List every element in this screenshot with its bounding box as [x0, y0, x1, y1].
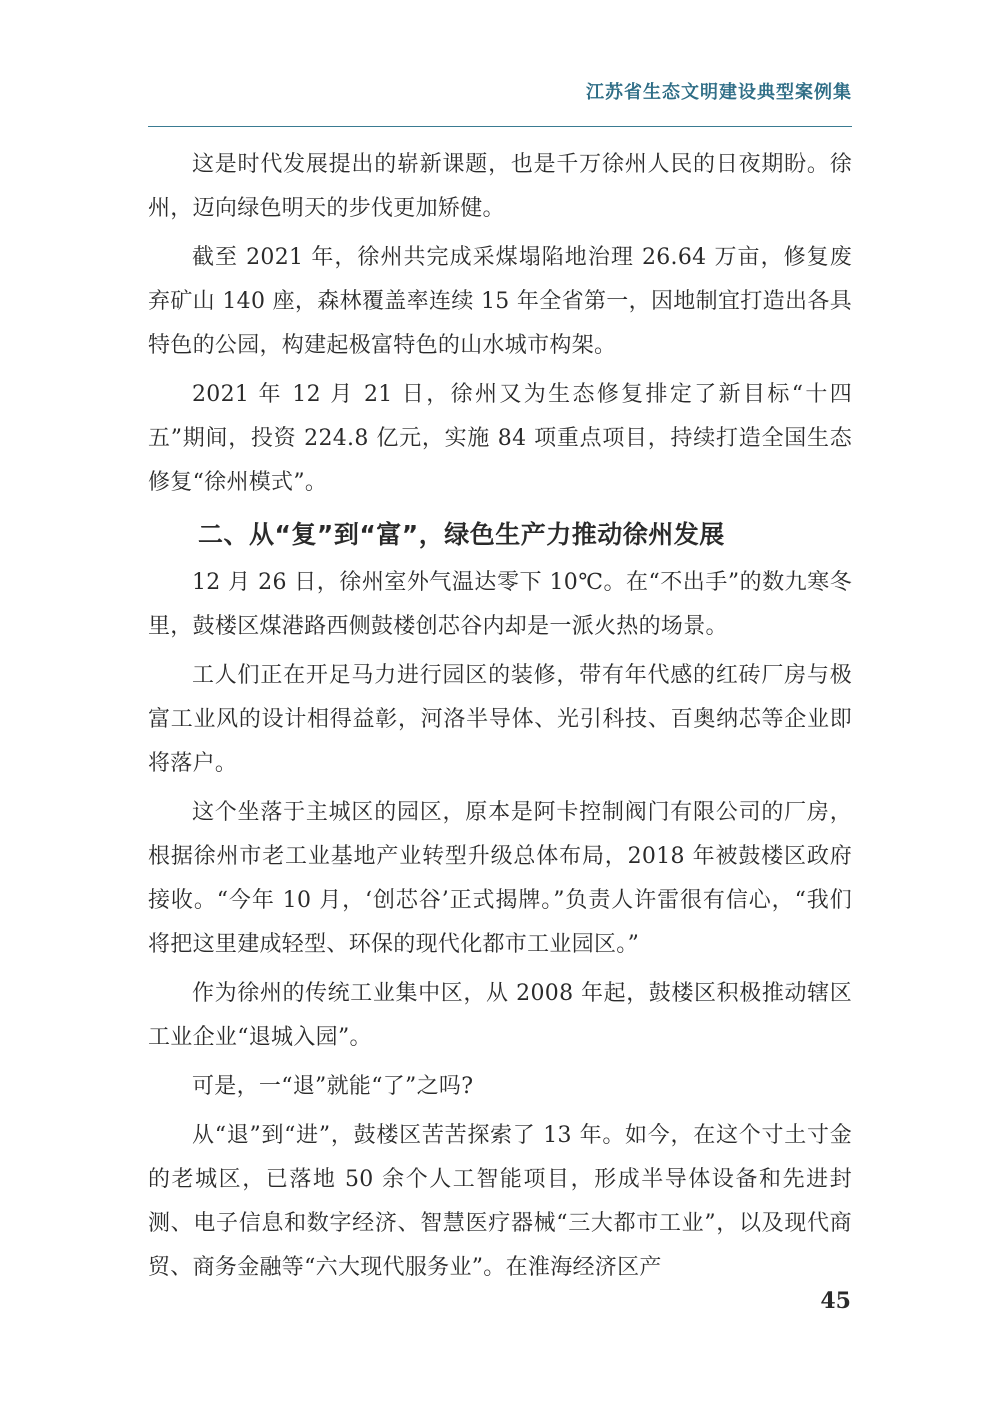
paragraph-8: 可是，一“退”就能“了”之吗?: [192, 1074, 474, 1099]
header-divider: [148, 126, 852, 127]
paragraph-5: 工人们正在开足马力进行园区的装修，带有年代感的红砖厂房与极富工业风的设计相得益彰，河洛半导体、光引科技、百奥纳芯等企业即将落户。: [148, 663, 852, 776]
page-number: 45: [820, 1288, 851, 1314]
section-heading: 二、从“复”到“富”，绿色生产力推动徐州发展: [198, 520, 725, 549]
paragraph-1: 这是时代发展提出的崭新课题，也是千万徐州人民的日夜期盼。徐州，迈向绿色明天的步伐更加矫健。: [148, 152, 852, 221]
paragraph-4: 12 月 26 日，徐州室外气温达零下 10℃。在“不出手”的数九寒冬里，鼓楼区煤港路西侧鼓楼创芯谷内却是一派火热的场景。: [148, 570, 852, 639]
running-header-title: 江苏省生态文明建设典型案例集: [586, 82, 852, 103]
paragraph-9: 从“退”到“进”，鼓楼区苦苦探索了 13 年。如今，在这个寸土寸金的老城区，已落地 50 余个人工智能项目，形成半导体设备和先进封测、电子信息和数字经济、智慧医疗器械“三大都市工业”，以及现代商贸、商务金融等“六大现代服务业”。在淮海经济区产: [148, 1123, 852, 1280]
paragraph-6: 这个坐落于主城区的园区，原本是阿卡控制阀门有限公司的厂房，根据徐州市老工业基地产业转型升级总体布局，2018 年被鼓楼区政府接收。“今年 10 月，‘创芯谷’正式揭牌。”负责人许雷很有信心，“我们将把这里建成轻型、环保的现代化都市工业园区。”: [148, 800, 852, 957]
paragraph-2: 截至 2021 年，徐州共完成采煤塌陷地治理 26.64 万亩，修复废弃矿山 140 座，森林覆盖率连续 15 年全省第一，因地制宜打造出各具特色的公园，构建起极富特色的山水城市构架。: [148, 245, 852, 358]
paragraph-7: 作为徐州的传统工业集中区，从 2008 年起，鼓楼区积极推动辖区工业企业“退城入园”。: [148, 981, 852, 1050]
paragraph-3: 2021 年 12 月 21 日，徐州又为生态修复排定了新目标“十四五”期间，投资 224.8 亿元，实施 84 项重点项目，持续打造全国生态修复“徐州模式”。: [148, 382, 852, 495]
page-body: [148, 143, 852, 1295]
